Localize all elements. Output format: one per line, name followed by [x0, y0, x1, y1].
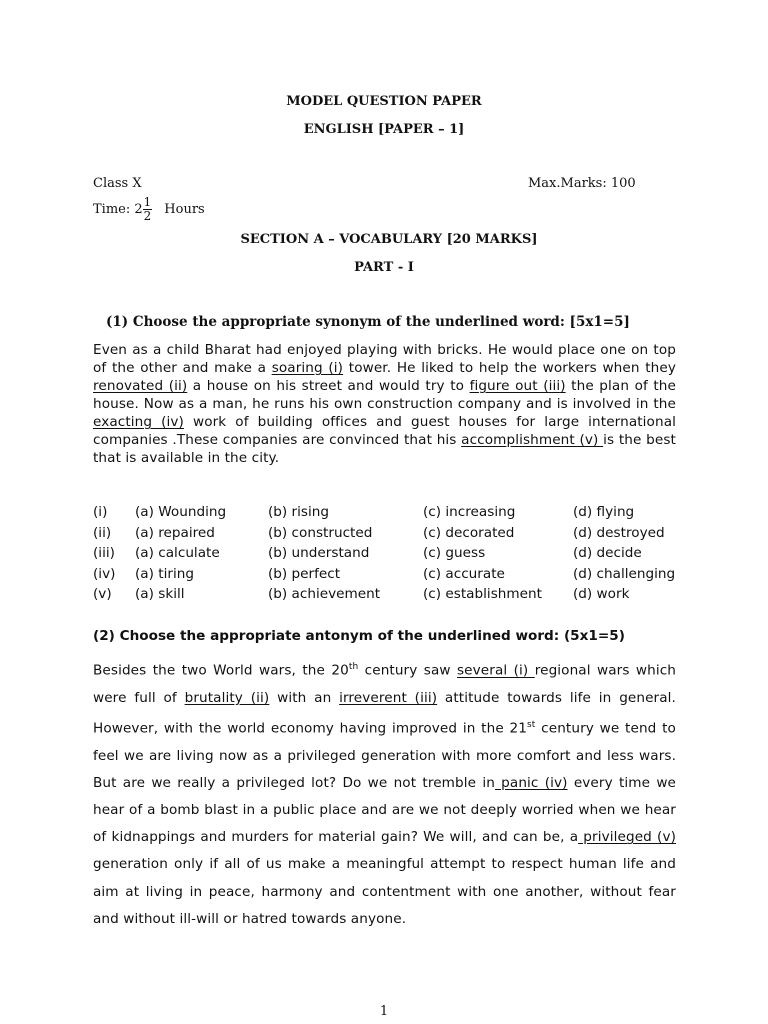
q1-text-6: is the best that is available in the city.: [93, 432, 676, 466]
time-prefix: Time: 2: [93, 202, 143, 217]
option-number: (v): [93, 586, 112, 603]
option-d: (d) decide: [573, 545, 642, 562]
q2-underlined-4: panic (iv): [494, 774, 568, 791]
option-a: (a) tiring: [135, 565, 194, 582]
option-a: (a) repaired: [135, 524, 215, 541]
option-b: (b) achievement: [268, 586, 381, 603]
q2-underlined-3: irreverent (iii): [339, 689, 438, 706]
q1-underlined-4: exacting (iv): [93, 414, 184, 430]
option-b: (b) rising: [268, 504, 330, 520]
class-label: Class X: [93, 176, 142, 191]
q2-underlined-1: several (i): [457, 662, 535, 679]
option-d: (d) destroyed: [573, 524, 665, 541]
q2-underlined-5: privileged (v): [578, 829, 677, 846]
time-line: [93, 196, 205, 223]
q2-text-1: Besides the two World wars, the 20: [93, 662, 349, 679]
option-b: (b) perfect: [268, 565, 341, 582]
option-number: (ii): [93, 524, 112, 541]
q1-passage: [93, 341, 676, 467]
q1-underlined-5: accomplishment (v): [461, 432, 604, 448]
q1-text-1: Even as a child Bharat had enjoyed playing with bricks. He would place one on top of the other and make a: [93, 342, 676, 376]
q2-text-2: century saw: [358, 662, 457, 679]
option-number: (iv): [93, 565, 116, 582]
option-b: (b) understand: [268, 545, 370, 562]
q1-underlined-2: renovated (ii): [93, 378, 188, 394]
paper-title: MODEL QUESTION PAPER: [286, 94, 482, 109]
q2-passage: [93, 654, 676, 933]
q1-text-4: the plan of the house. Now as a man, he runs his own construction company and is involved in the: [93, 378, 676, 412]
option-b: (b) constructed: [268, 524, 373, 541]
option-d: (d) work: [573, 586, 630, 603]
q1-text-5: work of building offices and guest houses for large international companies .These companies are convinced that his: [93, 414, 677, 448]
page-number: 1: [379, 1004, 389, 1019]
q2-text-3: regional wars which were full of: [93, 662, 677, 706]
option-a: (a) calculate: [135, 545, 220, 562]
option-c: (c) guess: [423, 545, 486, 562]
q1-underlined-1: soaring (i): [271, 360, 344, 376]
q2-superscript-2: st: [527, 719, 536, 730]
time-fraction: [143, 196, 153, 223]
q2-text-5: attitude towards life in general. However, with the world economy having improved in the 21: [93, 689, 676, 737]
q1-underlined-3: figure out (iii): [469, 378, 566, 394]
option-a: (a) Wounding: [135, 504, 227, 520]
time-suffix: Hours: [164, 202, 205, 217]
option-c: (c) decorated: [423, 524, 515, 541]
max-marks: Max.Marks: 100: [528, 176, 636, 191]
q1-text-3: a house on his street and would try to: [187, 378, 470, 394]
option-d: (d) flying: [573, 504, 635, 520]
q2-text-4: with an: [269, 689, 340, 706]
q1-heading: (1) Choose the appropriate synonym of the underlined word: [5x1=5]: [106, 314, 630, 330]
q2-underlined-2: brutality (ii): [184, 689, 270, 706]
option-a: (a) skill: [135, 586, 185, 603]
section-heading: SECTION A – VOCABULARY [20 MARKS]: [240, 232, 538, 247]
option-number: (iii): [93, 545, 115, 562]
time-fraction-denominator: 2: [143, 209, 152, 223]
q2-text-7: every time we hear of a bomb blast in a public place and are we not deeply worried when we hear of kidnappings and murders for material gain? We will, and can be, a: [93, 774, 676, 846]
option-c: (c) establishment: [423, 586, 542, 603]
q2-text-6: century we tend to feel we are living now as a privileged generation with more comfort and less wars. But are we really a privileged lot? Do we not tremble in: [93, 720, 676, 791]
option-c: (c) increasing: [423, 504, 516, 520]
q2-text-8: generation only if all of us make a meaningful attempt to respect human life and aim at living in peace, harmony and contentment with one another, without fear and without ill-will or hatred towards anyone.: [93, 856, 676, 927]
option-number: (i): [93, 504, 108, 520]
part-heading: PART - I: [354, 260, 414, 275]
paper-subtitle: ENGLISH [PAPER – 1]: [303, 122, 465, 137]
q1-text-2: tower. He liked to help the workers when they: [343, 360, 676, 376]
option-c: (c) accurate: [423, 565, 505, 582]
q2-superscript-1: th: [348, 662, 359, 672]
q2-heading: (2) Choose the appropriate antonym of the underlined word: (5x1=5): [93, 628, 625, 644]
option-d: (d) challenging: [573, 565, 676, 582]
time-fraction-numerator: 1: [143, 195, 152, 209]
